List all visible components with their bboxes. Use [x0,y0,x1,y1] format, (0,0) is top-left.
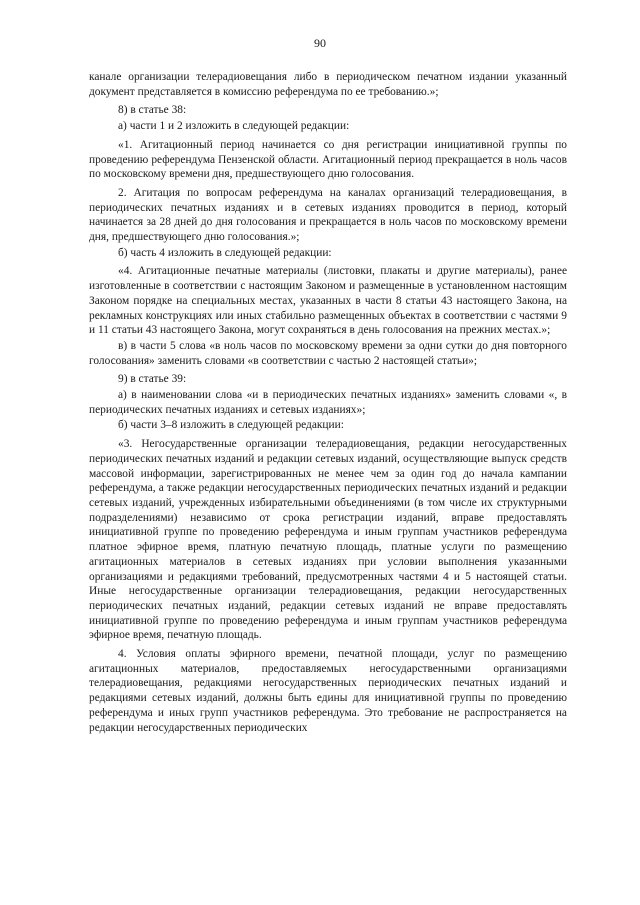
paragraph-subitem-b-39: б) части 3–8 изложить в следующей редакции: [118,419,344,432]
paragraph-subitem-v: в) в части 5 слова «в ноль часов по московскому времени за одни сутки до дня повторного голосования» заменить словами «в соответствии с частью 2 настоящей статьи»; [89,339,567,367]
paragraph-continuation: канале организации телерадиовещания либо в периодическом печатном издании указанный документ представляется в комиссию референдума по ее требованию.»; [89,71,567,98]
document-body [89,70,567,735]
paragraph-quoted-part-3: «3. Негосударственные организации телерадиовещания, редакции негосударственных периодических печатных изданий и редакции сетевых изданий, осуществляющие выпуск средств массовой информации, зарегистрированных не менее чем за один год до начала кампании референдума, а также редакции негосударственных периодических печатных изданий и редакции сетевых изданий, учрежденных избирательными объединениями (в том числе их структурными подразделениями) независимо от срока регистрации изданий, вправе предоставлять инициативной группе по проведению референдума и иным группам участников референдума платное эфирное время, платную печатную площадь, платные услуги по размещению агитационных материалов в сетевых изданиях при условии выполнения указанными организациями и редакциями требований, предусмотренных частями 4 и 5 настоящей статьи. Иные негосударственные организации телерадиовещания, редакции негосударственных периодических печатных изданий, редакции сетевых изданий не вправе предоставлять инициативной группе по проведению референдума и иным группам участников референдума эфирное время, печатную площадь. [89,438,567,642]
paragraph-quoted-part-1: «1. Агитационный период начинается со дня регистрации инициативной группы по проведению референдума Пензенской области. Агитационный период прекращается в ноль часов по московскому времени дня, предшествующего дню голосования. [89,138,567,181]
paragraph-item-8: 8) в статье 38: [118,104,187,117]
paragraph-subitem-a: а) части 1 и 2 изложить в следующей редакции: [118,120,350,133]
paragraph-part-4: 4. Условия оплаты эфирного времени, печатной площади, услуг по размещению агитационных материалов, предоставляемых негосударственными организациями телерадиовещания, редакциями негосударственных периодических печатных изданий и редакциями сетевых изданий, должны быть едины для инициативной группы по проведению референдума и иных групп участников референдума. Это требование не распространяется на редакции негосударственных периодических [89,648,567,734]
paragraph-subitem-b: б) часть 4 изложить в следующей редакции: [118,246,332,259]
paragraph-quoted-part-4: «4. Агитационные печатные материалы (листовки, плакаты и другие материалы), ранее изготовленные в соответствии с настоящим Законом и размещенные в установленном настоящим Законом порядке на специальных местах, указанных в части 8 статьи 43 настоящего Закона, на рекламных конструкциях или иных стабильно размещенных объектах в соответствии с частями 9 и 11 статьи 43 настоящего Закона, могут сохраняться в день голосования на прежних местах.»; [89,265,567,337]
paragraph-quoted-part-2: 2. Агитация по вопросам референдума на каналах организаций телерадиовещания, в периодических печатных изданиях и в сетевых изданиях проводится в период, который начинается за 28 дней до дня голосования и прекращается в ноль часов по московскому времени дня, предшествующего дню голосования.»; [89,186,567,244]
paragraph-subitem-a-39: а) в наименовании слова «и в периодических печатных изданиях» заменить словами «, в периодических печатных изданиях и сетевых изданиях»; [89,389,567,416]
page-number: 90 [314,36,326,50]
paragraph-item-9: 9) в статье 39: [118,373,187,386]
